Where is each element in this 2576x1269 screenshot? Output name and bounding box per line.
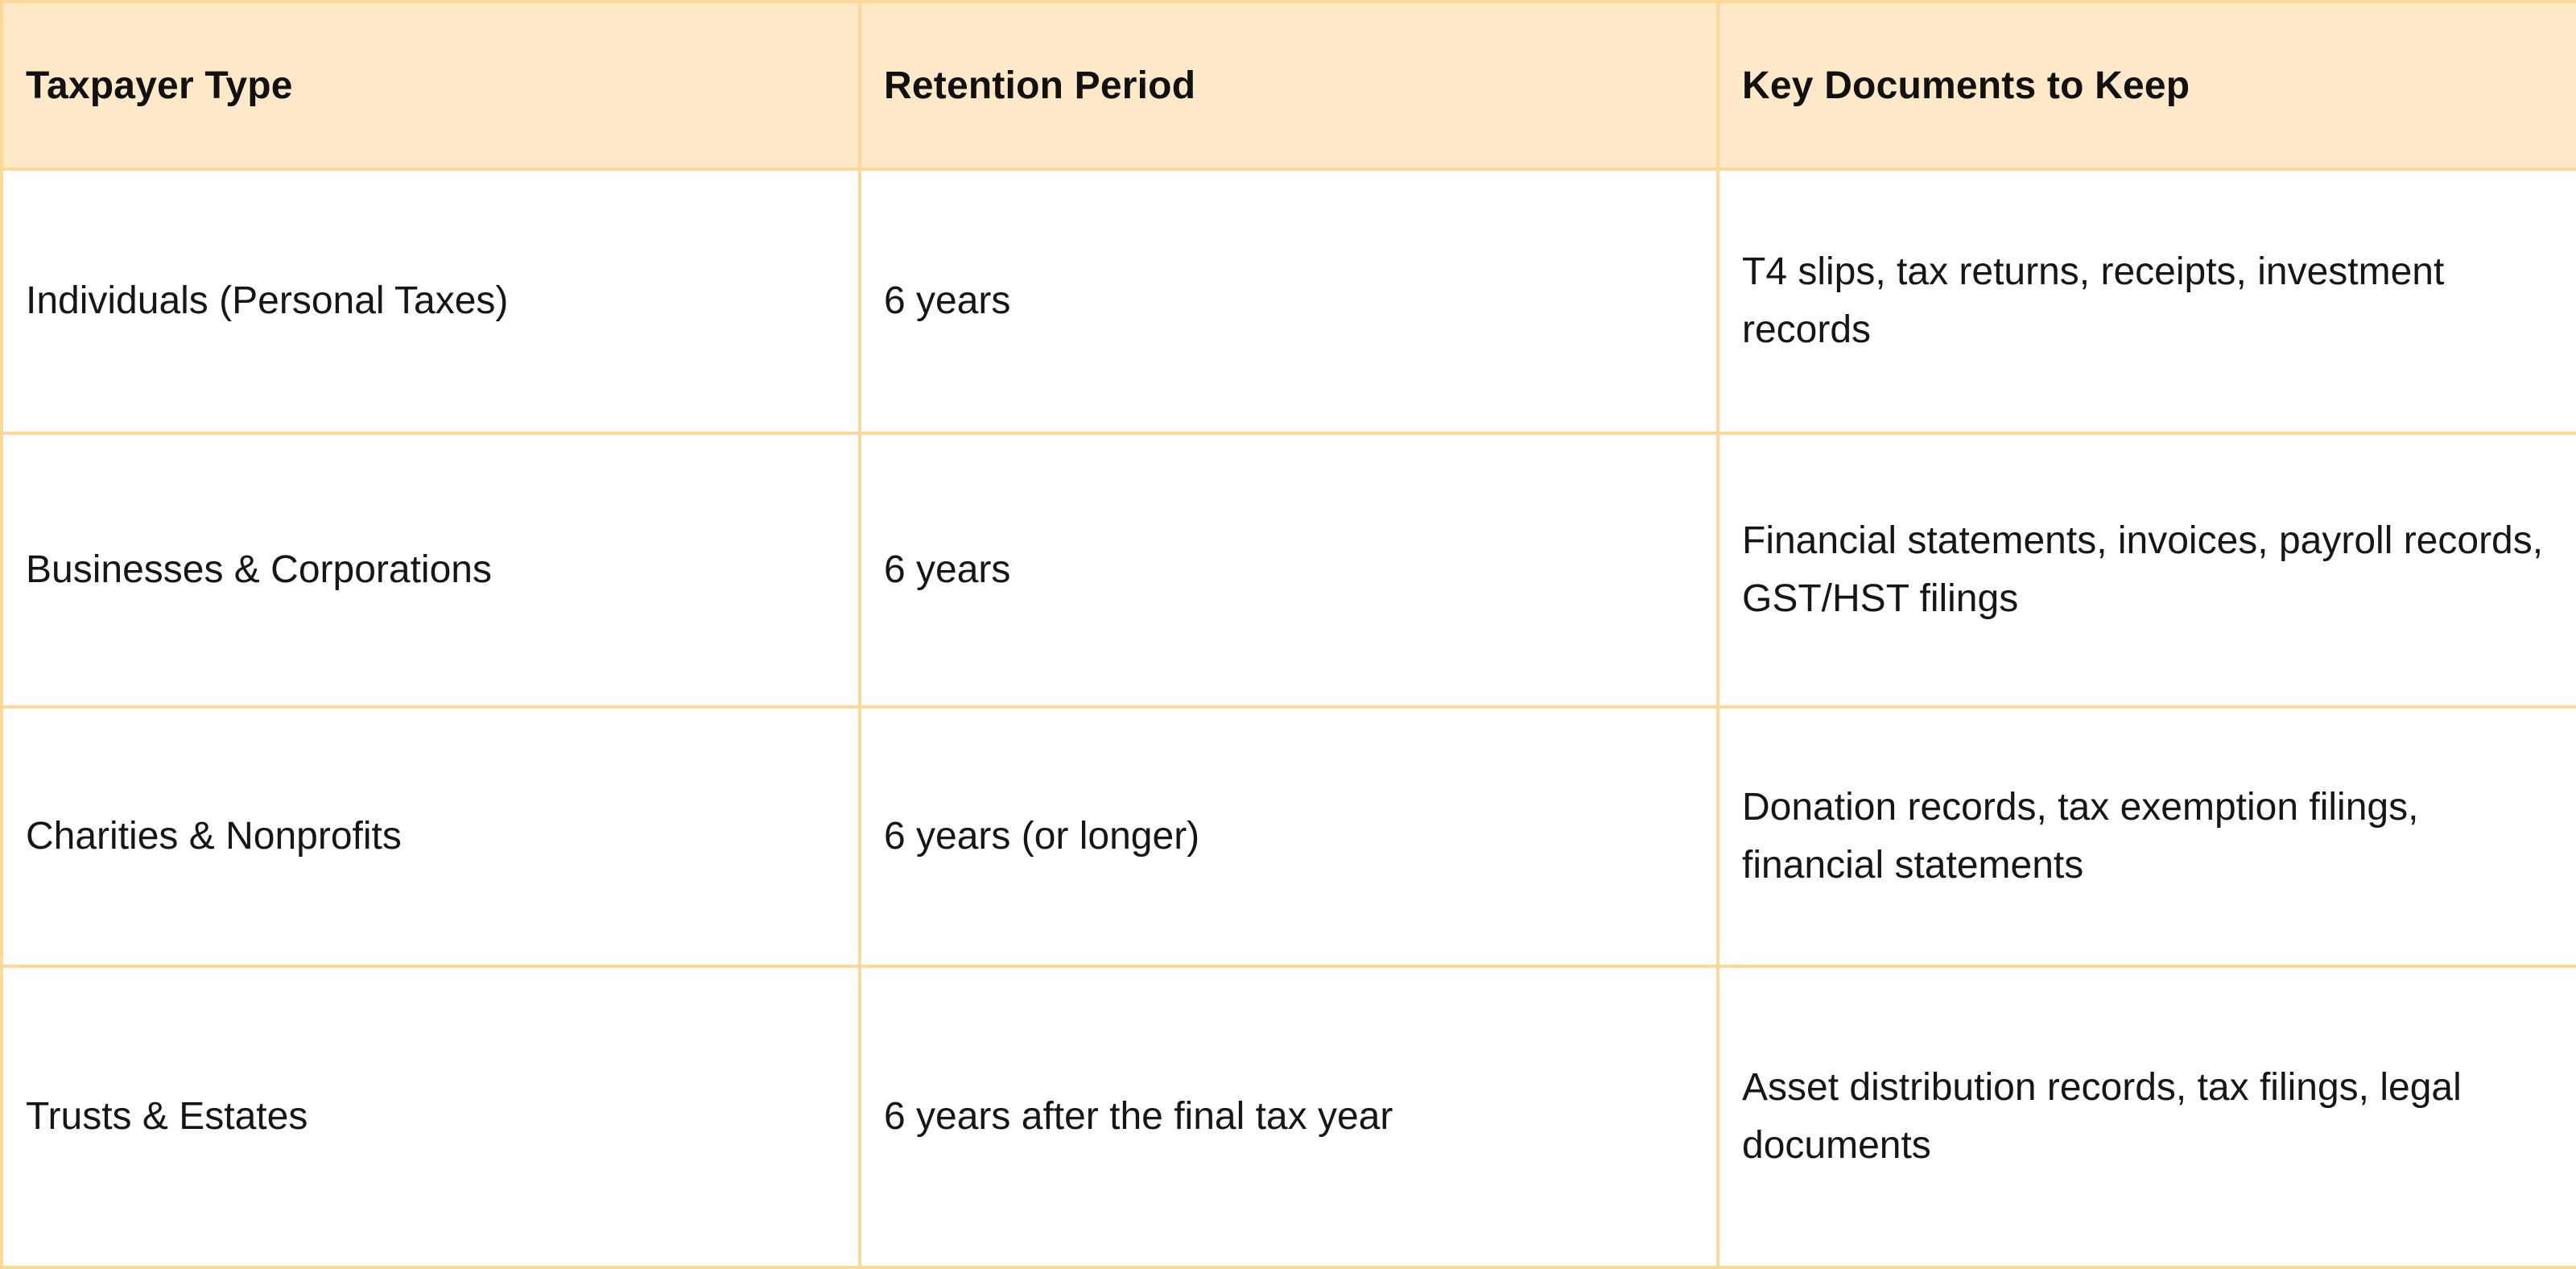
table-row xyxy=(2,707,2576,966)
cell-retention-period: 6 years (or longer) xyxy=(860,707,1718,966)
cell-key-documents: T4 slips, tax returns, receipts, investment records xyxy=(1718,169,2576,433)
cell-key-documents: Donation records, tax exemption filings, financial statements xyxy=(1718,707,2576,966)
table-row xyxy=(2,169,2576,433)
table-header xyxy=(2,2,2576,169)
header-row xyxy=(2,2,2576,169)
cell-taxpayer-type: Businesses & Corporations xyxy=(2,433,860,707)
cell-taxpayer-type: Charities & Nonprofits xyxy=(2,707,860,966)
table-row xyxy=(2,966,2576,1267)
cell-taxpayer-type: Individuals (Personal Taxes) xyxy=(2,169,860,433)
header-taxpayer-type: Taxpayer Type xyxy=(2,2,860,169)
cell-key-documents: Asset distribution records, tax filings, legal documents xyxy=(1718,966,2576,1267)
cell-key-documents: Financial statements, invoices, payroll records, GST/HST filings xyxy=(1718,433,2576,707)
table-row xyxy=(2,433,2576,707)
cell-retention-period: 6 years xyxy=(860,169,1718,433)
cell-retention-period: 6 years xyxy=(860,433,1718,707)
table-body xyxy=(2,169,2576,1267)
header-retention-period: Retention Period xyxy=(860,2,1718,169)
cell-taxpayer-type: Trusts & Estates xyxy=(2,966,860,1267)
cell-retention-period: 6 years after the final tax year xyxy=(860,966,1718,1267)
header-key-documents: Key Documents to Keep xyxy=(1718,2,2576,169)
